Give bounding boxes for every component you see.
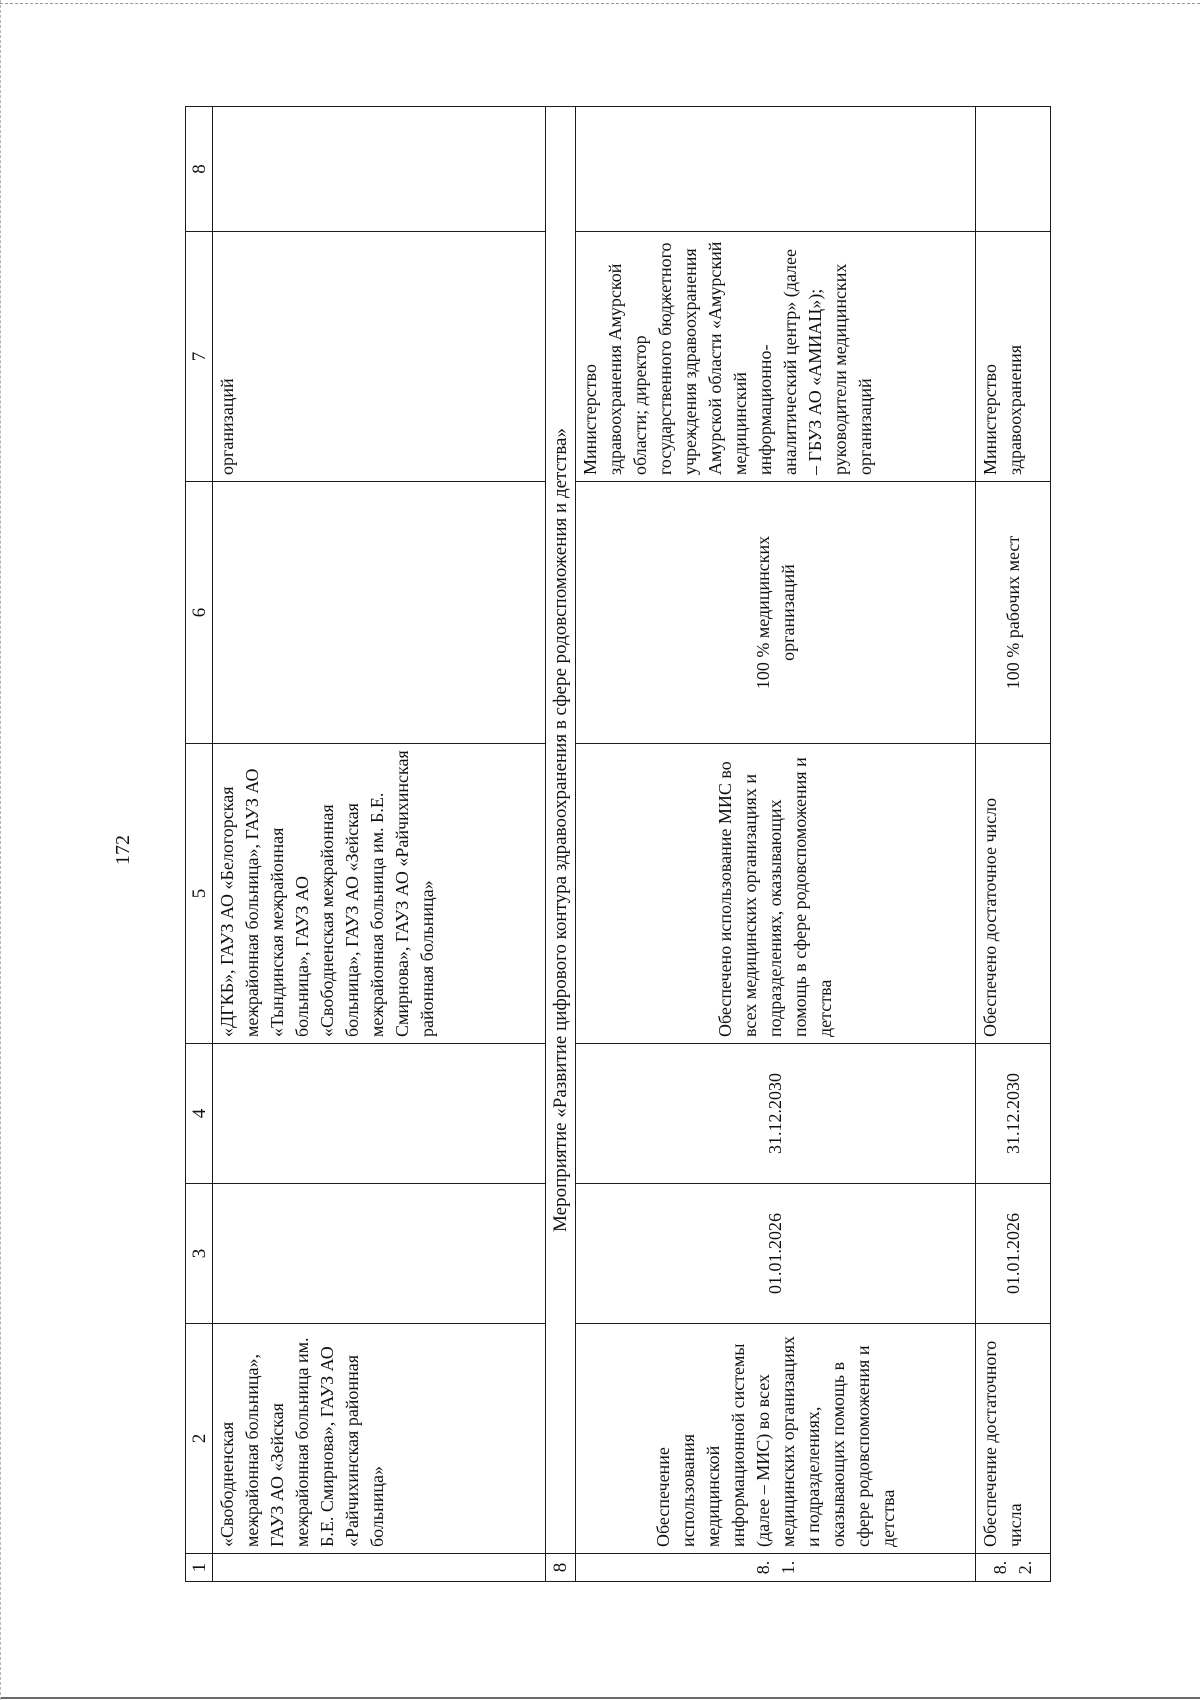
table-cell — [213, 482, 546, 744]
section-number: 8 — [546, 1554, 576, 1582]
header-cell: 6 — [186, 482, 213, 744]
scan-top-border — [0, 3, 1200, 4]
table-cell — [213, 1554, 546, 1582]
header-cell: 7 — [186, 232, 213, 482]
continued-responsible-cell: организаций — [213, 232, 546, 482]
row-result: Обеспечено использование МИС во всех медицинских организациях и подразделениях, оказывающих помощь в сфере родовспоможения и детства — [576, 744, 976, 1044]
header-cell: 5 — [186, 744, 213, 1044]
row-number: 8.1. — [576, 1554, 976, 1582]
section-title: Мероприятие «Развитие цифрового контура здравоохранения в сфере родовспоможения и детства» — [546, 107, 576, 1554]
row-indicator: 100 % медицинских организаций — [576, 482, 976, 744]
table-cell — [213, 1184, 546, 1324]
row-end-date: 31.12.2030 — [576, 1044, 976, 1184]
scan-left-edge — [0, 0, 4, 1700]
table-cell — [213, 1044, 546, 1184]
header-cell: 3 — [186, 1184, 213, 1324]
row-start-date: 01.01.2026 — [976, 1184, 1051, 1324]
table-cell — [213, 107, 546, 232]
row-col8 — [976, 107, 1051, 232]
continued-name-cell: «Свободненская межрайонная больница», ГАУЗ АО «Зейская межрайонная больница им. Б.Е. Смирнова», ГАУЗ АО «Райчихинская районная больница» — [213, 1324, 546, 1554]
continued-result-cell: «ДГКБ», ГАУЗ АО «Белогорская межрайонная больница», ГАУЗ АО «Тындинская межрайонная больница», ГАУЗ АО «Свободненская межрайонная больница», ГАУЗ АО «Зейская межрайонная больница им. Б.Е. Смирнова», ГАУЗ АО «Райчихинская районная больница» — [213, 744, 546, 1044]
row-responsible: Министерство здравоохранения Амурской области; директор государственного бюджетного учреждения здравоохранения Амурской области «Амурский медицинский информационно-аналитический центр» (далее – ГБУЗ АО «АМИАЦ»); руководители медицинских организаций — [576, 232, 976, 482]
row-number: 8.2. — [976, 1554, 1051, 1582]
row-end-date: 31.12.2030 — [976, 1044, 1051, 1184]
header-cell: 1 — [186, 1554, 213, 1582]
table-row — [576, 107, 976, 1582]
plan-table — [185, 106, 1051, 1582]
scan-bottom-border — [0, 1697, 1200, 1699]
row-indicator: 100 % рабочих мест — [976, 482, 1051, 744]
table-row — [976, 107, 1051, 1582]
header-cell: 4 — [186, 1044, 213, 1184]
row-name: Обеспечение достаточного числа — [976, 1324, 1051, 1554]
header-cell: 8 — [186, 107, 213, 232]
continued-row — [213, 107, 546, 1582]
row-result: Обеспечено достаточное число — [976, 744, 1051, 1044]
header-cell: 2 — [186, 1324, 213, 1554]
row-col8 — [576, 107, 976, 232]
row-start-date: 01.01.2026 — [576, 1184, 976, 1324]
header-row — [186, 107, 213, 1582]
section-row — [546, 107, 576, 1582]
row-responsible: Министерство здравоохранения — [976, 232, 1051, 482]
page-number: 172 — [112, 835, 134, 865]
rotated-table-container — [185, 107, 1045, 1582]
row-name: Обеспечение использования медицинской информационной системы (далее – МИС) во всех медицинских организациях и подразделениях, оказывающих помощь в сфере родовспоможения и детства — [576, 1324, 976, 1554]
